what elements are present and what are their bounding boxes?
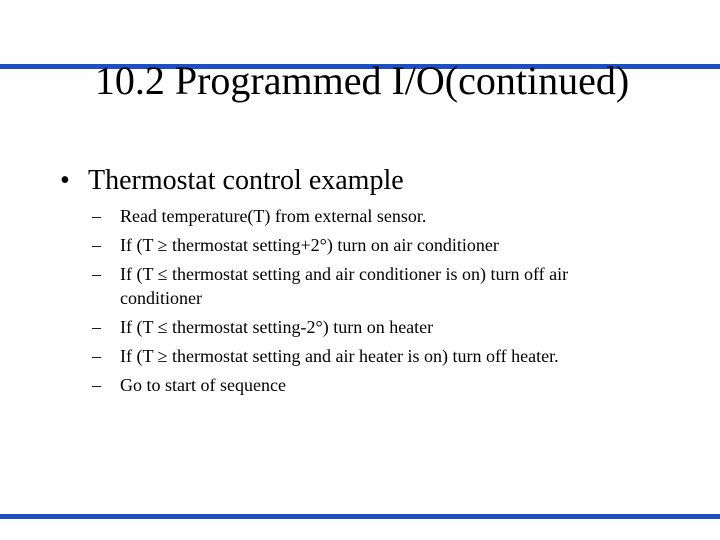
sub-bullet-text: Go to start of sequence <box>120 375 286 395</box>
sub-bullet-item <box>92 204 652 228</box>
sub-bullet-marker: – <box>92 264 101 284</box>
sub-bullet-marker: – <box>92 206 101 226</box>
bottom-accent-rule <box>0 514 720 519</box>
sub-bullet-item <box>92 233 652 257</box>
sub-bullet-text: If (T ≤ thermostat setting and air conditioner is on) turn off air conditioner <box>120 264 569 308</box>
sub-bullet-marker: – <box>92 375 101 395</box>
slide-title: 10.2 Programmed I/O(continued) <box>94 58 630 103</box>
main-bullet <box>60 162 404 200</box>
bullet-marker: • <box>60 165 70 196</box>
sub-bullet-marker: – <box>92 235 101 255</box>
sub-bullet-text: If (T ≥ thermostat setting and air heater is on) turn off heater. <box>120 346 559 366</box>
sub-bullet-item <box>92 373 652 397</box>
sub-bullet-item <box>92 262 652 310</box>
sub-bullet-marker: – <box>92 346 101 366</box>
sub-bullet-marker: – <box>92 317 101 337</box>
sub-bullet-text: If (T ≤ thermostat setting-2°) turn on heater <box>120 317 434 337</box>
sub-bullet-list <box>92 204 652 402</box>
sub-bullet-item <box>92 344 652 368</box>
main-bullet-text: Thermostat control example <box>88 165 404 196</box>
sub-bullet-item <box>92 315 652 339</box>
sub-bullet-text: Read temperature(T) from external sensor. <box>120 206 427 226</box>
sub-bullet-text: If (T ≥ thermostat setting+2°) turn on air conditioner <box>120 235 499 255</box>
